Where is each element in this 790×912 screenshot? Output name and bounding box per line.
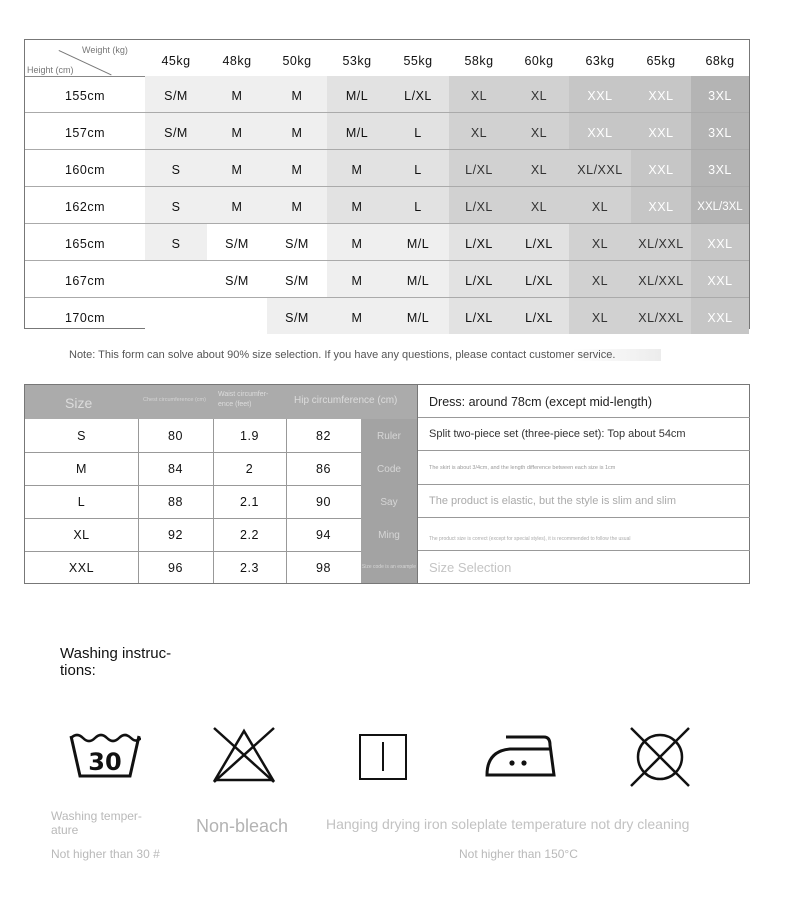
advice-note: The product size is correct (except for special styles), it is recommended to follow the usual xyxy=(429,536,631,542)
size-cell: XL xyxy=(449,76,509,112)
size-cell: M xyxy=(267,76,327,112)
size-cell: S/M xyxy=(207,261,267,297)
size-cell: XL xyxy=(509,76,569,112)
chest-value: 92 xyxy=(168,528,183,542)
size-cell xyxy=(145,298,207,334)
size-cell: M/L xyxy=(387,261,449,297)
size-cell: M xyxy=(267,113,327,149)
weight-header: 60kg xyxy=(524,54,554,68)
size-cell: L/XL xyxy=(449,261,509,297)
hip-value: 98 xyxy=(316,561,331,575)
size-selection-label: Size Selection xyxy=(429,560,512,575)
size-cell: L xyxy=(387,150,449,186)
table-row xyxy=(25,187,749,224)
table-row xyxy=(25,551,361,584)
size-cell: S/M xyxy=(207,224,267,260)
table-row xyxy=(25,150,749,187)
height-label: 157cm xyxy=(64,126,106,140)
size-cell: XXL xyxy=(691,261,749,297)
care-instructions-label: Hanging drying iron soleplate temperature not dry cleaning xyxy=(326,816,690,832)
table-row xyxy=(25,419,361,453)
size-cell: XXL xyxy=(569,76,631,112)
size-cell: S/M xyxy=(145,76,207,112)
size-cell: M xyxy=(267,150,327,186)
size-cell: S/M xyxy=(267,261,327,297)
no-dry-clean-icon xyxy=(627,724,693,790)
size-cell: S xyxy=(145,150,207,186)
split-note-row xyxy=(418,418,750,451)
size-chart-header xyxy=(25,40,749,77)
size-cell: S/M xyxy=(267,298,327,334)
size-cell: XXL xyxy=(631,113,691,149)
height-label: 170cm xyxy=(64,311,106,325)
table-row xyxy=(25,452,361,486)
elastic-note: The product is elastic, but the style is slim and slim xyxy=(429,495,676,507)
size-cell: XXL/3XL xyxy=(691,187,749,223)
weight-header: 53kg xyxy=(342,54,372,68)
table-row xyxy=(25,298,749,334)
wash-temp-label-line1: Washing temper- xyxy=(51,809,142,823)
size-cell: 3XL xyxy=(691,113,749,149)
waist-header-line1: Waist circumfer- xyxy=(218,391,269,398)
size-cell: 3XL xyxy=(691,76,749,112)
size-cell: XL xyxy=(509,187,569,223)
advice-note-row xyxy=(418,518,750,551)
iron-150-icon xyxy=(484,733,558,779)
size-value: M xyxy=(76,462,87,476)
size-cell: L/XL xyxy=(509,261,569,297)
weight-header: 45kg xyxy=(161,54,191,68)
waist-value: 2.3 xyxy=(240,561,259,575)
size-cell: XL/XXL xyxy=(569,150,631,186)
wash-temp-label-line2: ature xyxy=(51,823,79,837)
size-cell: XL xyxy=(569,298,631,334)
size-value: L xyxy=(77,495,86,509)
size-cell: XL xyxy=(569,224,631,260)
weight-header: 65kg xyxy=(646,54,676,68)
side-label-say: Say xyxy=(380,497,398,508)
size-notes-panel xyxy=(417,385,750,583)
height-label: 160cm xyxy=(64,163,106,177)
chest-value: 84 xyxy=(168,462,183,476)
size-cell: M xyxy=(267,187,327,223)
weight-header: 55kg xyxy=(403,54,433,68)
size-value: XXL xyxy=(68,561,95,575)
washing-title xyxy=(60,645,195,679)
size-cell: L xyxy=(387,187,449,223)
size-cell: S xyxy=(145,224,207,260)
chest-value: 88 xyxy=(168,495,183,509)
size-cell: XXL xyxy=(631,76,691,112)
size-cell: S/M xyxy=(145,113,207,149)
weight-header: 58kg xyxy=(464,54,494,68)
size-cell: M/L xyxy=(327,113,387,149)
dress-note-row xyxy=(418,385,750,418)
size-cell: M/L xyxy=(387,224,449,260)
size-value: S xyxy=(77,429,86,443)
weight-header: 68kg xyxy=(705,54,735,68)
height-label: 162cm xyxy=(64,200,106,214)
size-cell: L xyxy=(387,113,449,149)
skirt-note: The skirt is about 3/4cm, and the length difference between each size is 1cm xyxy=(429,465,616,471)
size-cell: M xyxy=(327,261,387,297)
waist-value: 1.9 xyxy=(240,429,259,443)
skirt-note-row xyxy=(418,451,750,485)
table-row xyxy=(25,485,361,519)
size-cell: M xyxy=(207,113,267,149)
size-cell: L/XL xyxy=(509,224,569,260)
weight-header: 48kg xyxy=(222,54,252,68)
wash-temp-label xyxy=(51,809,142,837)
size-cell: 3XL xyxy=(691,150,749,186)
size-cell: S/M xyxy=(267,224,327,260)
size-cell: M xyxy=(327,150,387,186)
non-bleach-label: Non-bleach xyxy=(196,816,289,836)
chest-header: Chest circumference (cm) xyxy=(143,397,206,403)
split-note: Split two-piece set (three-piece set): Top about 54cm xyxy=(429,428,686,440)
side-label-ming: Ming xyxy=(378,530,400,541)
size-cell: M xyxy=(207,187,267,223)
size-cell: M xyxy=(327,224,387,260)
chest-value: 96 xyxy=(168,561,183,575)
size-cell: M/L xyxy=(387,298,449,334)
non-bleach-icon xyxy=(211,726,277,784)
side-label-example: Size code is an example xyxy=(361,564,417,570)
size-cell xyxy=(145,261,207,297)
size-cell xyxy=(207,298,267,334)
size-cell: XL xyxy=(569,261,631,297)
wash-temp-limit: Not higher than 30 # xyxy=(51,847,160,861)
waist-header-line2: ence (feet) xyxy=(218,401,252,408)
size-cell: XXL xyxy=(631,187,691,223)
table-row xyxy=(25,224,749,261)
size-cell: L/XL xyxy=(449,150,509,186)
size-cell: XXL xyxy=(569,113,631,149)
weight-axis-label: Weight (kg) xyxy=(82,45,128,55)
size-cell: XL xyxy=(449,113,509,149)
size-cell: M xyxy=(327,187,387,223)
side-label-code: Code xyxy=(377,464,401,475)
size-cell: L/XL xyxy=(449,298,509,334)
iron-temp-limit: Not higher than 150°C xyxy=(459,847,578,861)
weight-header: 50kg xyxy=(282,54,312,68)
hang-dry-icon xyxy=(358,733,408,781)
size-cell: M xyxy=(207,150,267,186)
size-value: XL xyxy=(73,528,90,542)
size-cell: M/L xyxy=(327,76,387,112)
size-cell: S xyxy=(145,187,207,223)
size-cell: XXL xyxy=(691,298,749,334)
size-cell: L/XL xyxy=(387,76,449,112)
hip-header: Hip circumference (cm) xyxy=(294,395,398,406)
measurement-header xyxy=(25,385,417,419)
hip-value: 94 xyxy=(316,528,331,542)
washing-title-line1: Washing instruc- xyxy=(60,645,172,662)
measurement-grid xyxy=(25,385,417,583)
elastic-note-row xyxy=(418,485,750,518)
waist-value: 2.2 xyxy=(240,528,259,542)
wash-temperature-value: 30 xyxy=(88,748,122,776)
size-cell: XL/XXL xyxy=(631,261,691,297)
size-cell: M xyxy=(207,76,267,112)
weight-header: 63kg xyxy=(585,54,615,68)
wash-30-icon xyxy=(69,730,141,782)
measurement-table xyxy=(24,384,750,584)
size-header: Size xyxy=(65,395,93,411)
size-side-column xyxy=(361,419,417,583)
size-cell: XL xyxy=(569,187,631,223)
size-chart-corner xyxy=(25,40,145,76)
size-cell: L/XL xyxy=(509,298,569,334)
hip-value: 86 xyxy=(316,462,331,476)
chest-value: 80 xyxy=(168,429,183,443)
table-row xyxy=(25,113,749,150)
hip-value: 82 xyxy=(316,429,331,443)
size-cell: M xyxy=(327,298,387,334)
height-axis-label: Height (cm) xyxy=(27,65,74,75)
table-row xyxy=(25,76,749,113)
table-row xyxy=(25,261,749,298)
dress-note: Dress: around 78cm (except mid-length) xyxy=(429,395,653,409)
hip-value: 90 xyxy=(316,495,331,509)
table-row xyxy=(25,518,361,552)
size-cell: XL/XXL xyxy=(631,298,691,334)
size-cell: L/XL xyxy=(449,224,509,260)
waist-value: 2 xyxy=(245,462,254,476)
washing-title-line2: tions: xyxy=(60,662,96,679)
size-cell: XXL xyxy=(691,224,749,260)
size-cell: XL/XXL xyxy=(631,224,691,260)
side-label-ruler: Ruler xyxy=(377,431,401,442)
size-cell: L/XL xyxy=(449,187,509,223)
size-cell: XL xyxy=(509,150,569,186)
height-label: 155cm xyxy=(64,89,106,103)
size-chart-table xyxy=(24,39,750,329)
waist-value: 2.1 xyxy=(240,495,259,509)
size-chart-note: Note: This form can solve about 90% size selection. If you have any questions, please contact customer service. xyxy=(69,349,661,361)
selection-row xyxy=(418,551,750,583)
height-label: 167cm xyxy=(64,274,106,288)
size-cell: XL xyxy=(509,113,569,149)
height-label: 165cm xyxy=(64,237,106,251)
size-cell: XXL xyxy=(631,150,691,186)
